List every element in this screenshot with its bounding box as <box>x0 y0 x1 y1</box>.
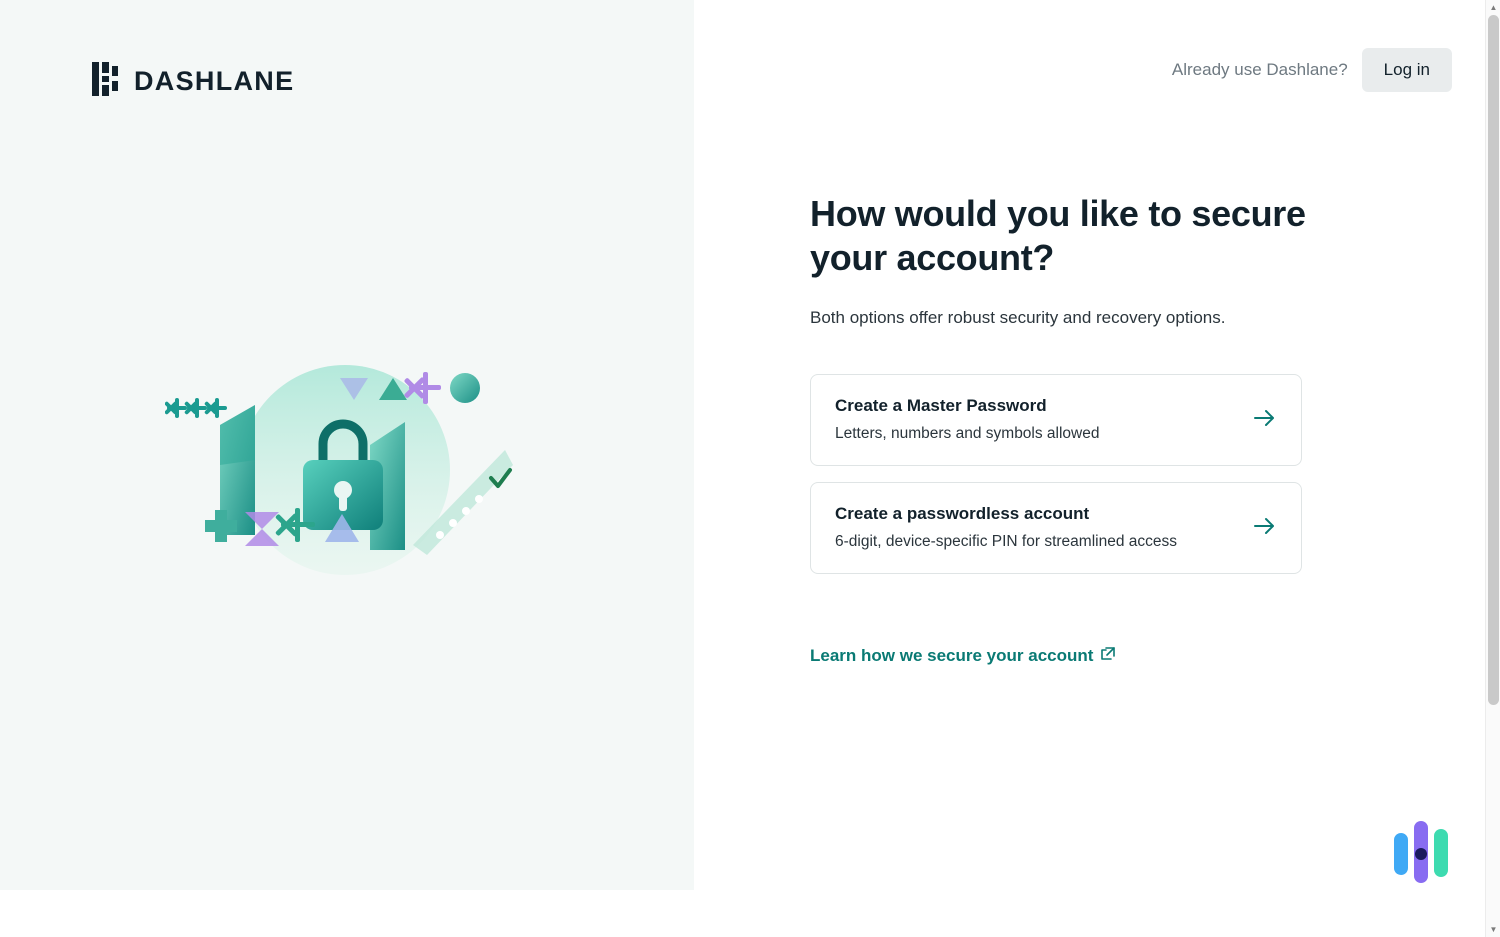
login-button[interactable]: Log in <box>1362 48 1452 92</box>
page-title: How would you like to secure your account? <box>810 193 1306 278</box>
option-text <box>835 504 1235 553</box>
right-panel <box>694 0 1500 937</box>
page-subtitle: Both options offer robust security and recovery options. <box>810 308 1226 327</box>
arrow-right-icon <box>1253 517 1277 540</box>
dashlane-logo-icon <box>92 62 124 101</box>
option-passwordless[interactable] <box>810 482 1302 574</box>
scrollbar-up-arrow-icon[interactable]: ▲ <box>1489 3 1498 12</box>
main-content <box>810 192 1310 666</box>
option-title: Create a passwordless account <box>835 503 1090 523</box>
option-text <box>835 396 1235 445</box>
learn-link-label: Learn how we secure your account <box>810 646 1094 665</box>
scrollbar-down-arrow-icon[interactable]: ▼ <box>1489 925 1498 934</box>
learn-how-we-secure-link[interactable] <box>810 646 1115 666</box>
top-bar <box>1172 48 1452 92</box>
option-description: Letters, numbers and symbols allowed <box>835 424 1100 442</box>
dashlane-logo <box>92 62 294 101</box>
left-panel <box>0 0 694 890</box>
left-panel-bottom-strip <box>0 890 694 937</box>
arrow-right-icon <box>1253 409 1277 432</box>
lock-anniversary-illustration <box>165 350 535 600</box>
already-use-text: Already use Dashlane? <box>1171 60 1348 79</box>
option-title: Create a Master Password <box>835 395 1047 415</box>
security-options-list <box>810 374 1302 574</box>
dashlane-assistant-widget[interactable] <box>1386 815 1464 893</box>
option-description: 6-digit, device-specific PIN for streamlined access <box>835 532 1177 550</box>
page-scrollbar[interactable] <box>1485 0 1500 937</box>
dashlane-logo-text: DASHLANE <box>134 66 295 96</box>
scrollbar-thumb[interactable] <box>1488 15 1499 705</box>
external-link-icon <box>1101 646 1115 666</box>
option-master-password[interactable] <box>810 374 1302 466</box>
